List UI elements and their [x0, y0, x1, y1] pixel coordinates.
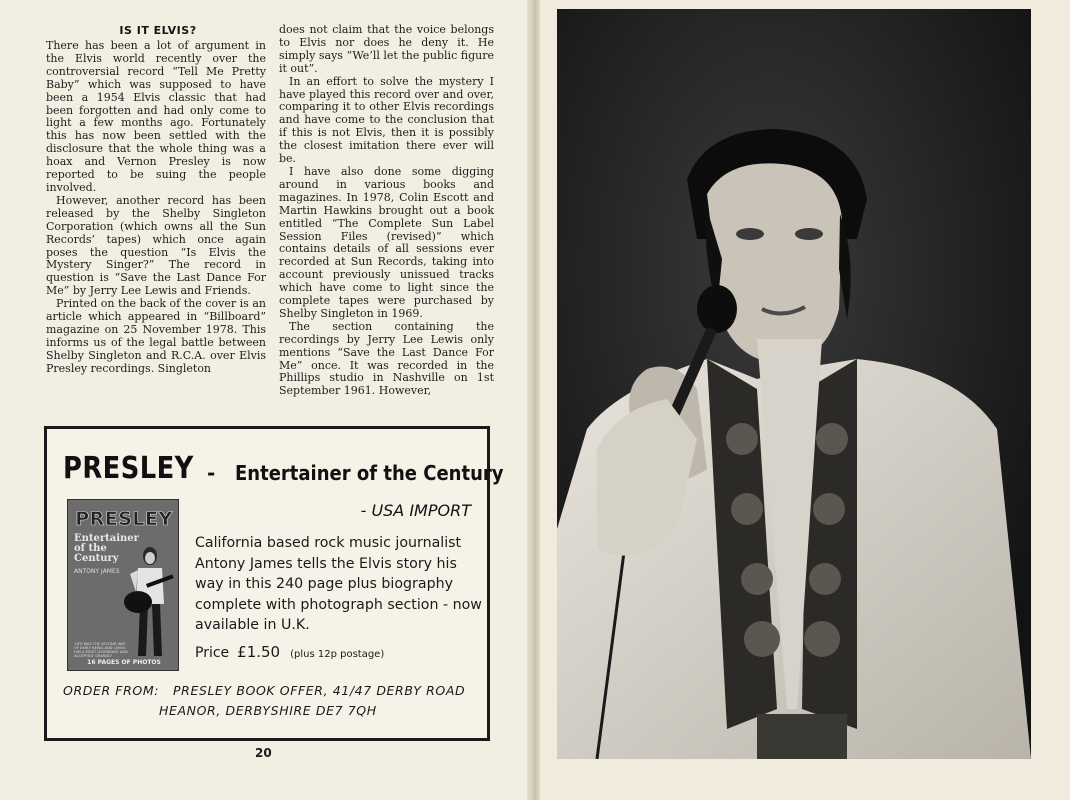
- book-blurb: 'LIFE WAS THE SECOND WAY OF EARLY BEING AND LIVING HIM A MOST LEGENDARY AND ACCEPTED' GRANDLY: [74, 642, 128, 658]
- performer-photo-icon: [557, 9, 1031, 759]
- article-column-1: [46, 40, 266, 376]
- book-cover-image: [67, 499, 179, 671]
- article-paragraph: The section containing the recordings by Jerry Lee Lewis only mentions “Save the Last Dance For Me” once. It was recorded in the Phillips studio in Nashville on 1st September 1961. However,: [279, 319, 494, 398]
- ad-price-line: [195, 643, 384, 661]
- page-number: 20: [255, 746, 272, 760]
- article-title: IS IT ELVIS?: [119, 24, 197, 37]
- article-column-2: [279, 24, 494, 398]
- elvis-concert-photo: [557, 9, 1031, 759]
- article-paragraph: In an effort to solve the mystery I have played this record over and over, comparing it to other Elvis recordings and have come to the conclusion that if this is not Elvis, then it is possibly the closest imitation there ever will be.: [279, 74, 494, 166]
- ad-description: California based rock music journalist Antony James tells the Elvis story his way in this 240 page plus biography complete with photograph section - now available in U.K.: [195, 535, 482, 633]
- ad-tagline: Entertainer of the Century: [235, 461, 504, 485]
- order-address-2: HEANOR, DERBYSHIRE DE7 7QH: [159, 703, 377, 718]
- article-paragraph: However, another record has been released by the Shelby Singleton Corporation (which owns all the Sun Records’ tapes) which once again poses the question “Is Elvis the Mystery Singer?” The record in question is “Save the Last Dance For Me” by Jerry Lee Lewis and Friends.: [46, 193, 266, 298]
- article-paragraph: does not claim that the voice belongs to Elvis nor does he deny it. He simply says “We’ll let the public figure it out”.: [279, 23, 494, 75]
- postage-note: (plus 12p postage): [290, 649, 385, 660]
- book-advertisement: [44, 426, 504, 741]
- price-label: Price: [195, 645, 230, 661]
- article-paragraph: I have also done some digging around in various books and magazines. In 1978, Colin Escott and Martin Hawkins brought out a book entitled “The Complete Sun Label Session Files (revised)” which contains details of all sessions ever recorded at Sun Records, taking into account previously unissued tracks which have come to light since the complete tapes were purchased by Shelby Singleton in 1969.: [279, 164, 494, 320]
- ad-brand: PRESLEY: [63, 451, 194, 486]
- book-author: ANTONY JAMES: [74, 568, 120, 575]
- ad-import-label: - USA IMPORT: [360, 501, 471, 520]
- article-paragraph: Printed on the back of the cover is an article which appeared in “Billboard” magazine on 25 November 1978. This informs us of the legal battle between Shelby Singleton and R.C.A. over Elvis Presley recordings. Singleton: [46, 297, 266, 375]
- book-title: PRESLEY: [75, 508, 173, 530]
- book-subtitle: Entertainer of the Century: [74, 533, 139, 564]
- order-label: ORDER FROM:: [63, 683, 160, 698]
- order-line-1: [63, 683, 483, 698]
- order-address-1: PRESLEY BOOK OFFER, 41/47 DERBY ROAD: [173, 683, 466, 698]
- article-paragraph: There has been a lot of argument in the Elvis world recently over the controversial record “Tell Me Pretty Baby” which was supposed to have been a 1954 Elvis classic that had been forgotten and had only come to light a few months ago. Fortunately this has now been settled with the disclosure that the whole thing was a hoax and Vernon Presley is now reported to be suing the people involved.: [46, 39, 266, 194]
- book-photos-banner: 16 PAGES OF PHOTOS: [87, 659, 161, 666]
- ad-dash: -: [207, 461, 216, 485]
- price-amount: £1.50: [237, 643, 281, 661]
